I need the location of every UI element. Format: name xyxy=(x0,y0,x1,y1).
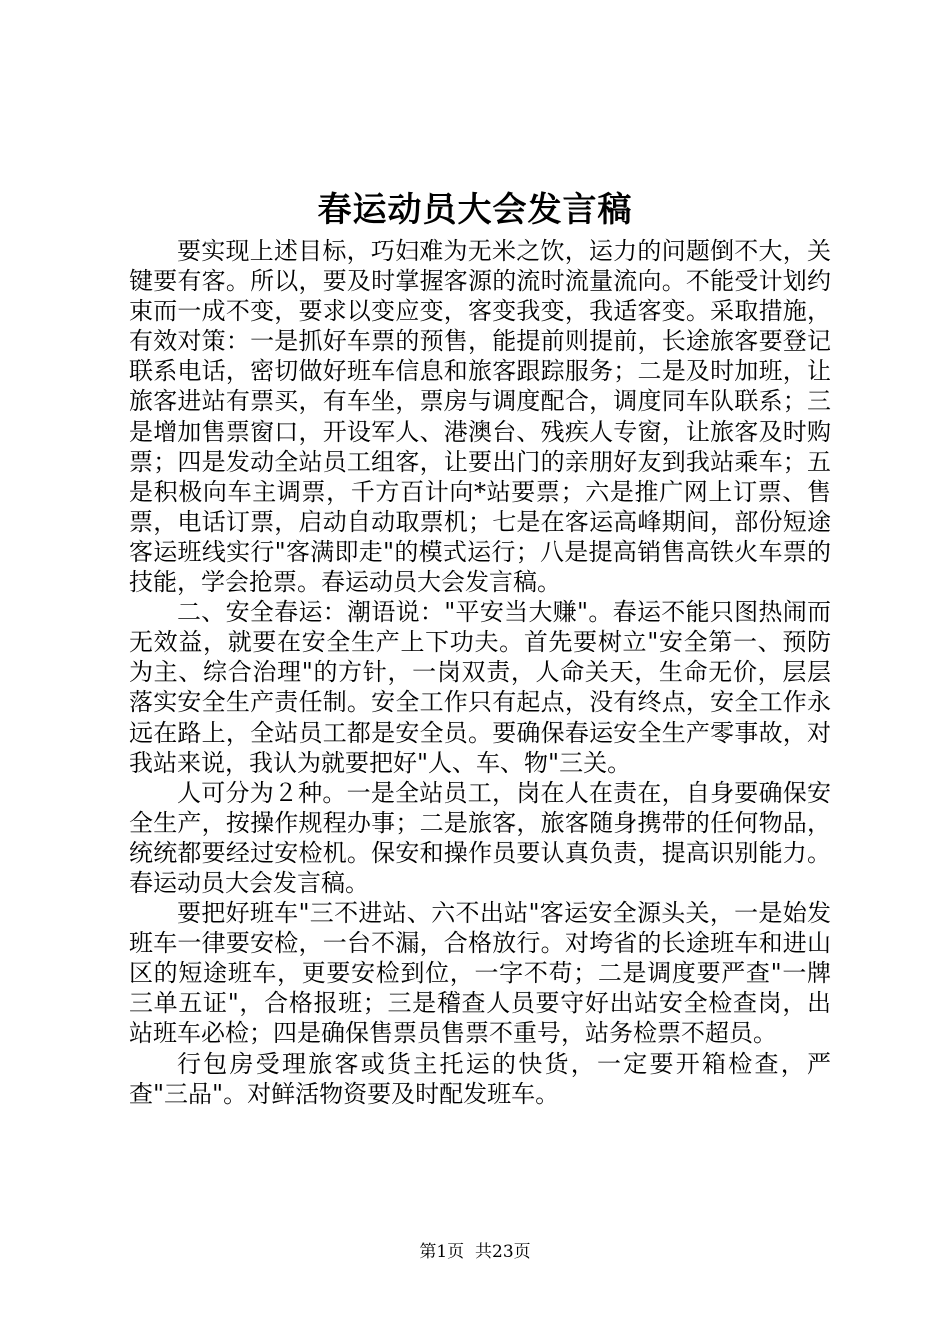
document-body xyxy=(129,236,831,1109)
paragraph-3: 人可分为２种。一是全站员工，岗在人在责在，自身要确保安全生产，按操作规程办事；二是旅客，旅客随身携带的任何物品，统统都要经过安检机。保安和操作员要认真负责，提高识别能力。春运动员大会发言稿。 xyxy=(129,778,831,897)
paragraph-4: 要把好班车"三不进站、六不出站"客运安全源头关，一是始发班车一律要安检，一台不漏，合格放行。对垮省的长途班车和进山区的短途班车，更要安检到位，一字不苟；二是调度要严查"一牌三单五证"，合格报班；三是稽查人员要守好出站安全检查岗，出站班车必检；四是确保售票员售票不重号，站务检票不超员。 xyxy=(129,899,831,1048)
page-footer xyxy=(0,1240,950,1264)
page-number: 第1页 xyxy=(419,1242,465,1262)
page-total: 共23页 xyxy=(475,1242,531,1262)
paragraph-1: 要实现上述目标，巧妇难为无米之饮，运力的问题倒不大，关键要有客。所以，要及时掌握客源的流时流量流向。不能受计划约束而一成不变，要求以变应变，客变我变，我适客变。采取措施，有效对策：一是抓好车票的预售，能提前则提前，长途旅客要登记联系电话，密切做好班车信息和旅客跟踪服务；二是及时加班，让旅客进站有票买，有车坐，票房与调度配合，调度同车队联系；三是增加售票窗口，开设军人、港澳台、残疾人专窗，让旅客及时购票；四是发动全站员工组客，让要出门的亲朋好友到我站乘车；五是积极向车主调票，千方百计向*站要票；六是推广网上订票、售票，电话订票，启动自动取票机；七是在客运高峰期间，部份短途客运班线实行"客满即走"的模式运行；八是提高销售高铁火车票的技能，学会抢票。春运动员大会发言稿。 xyxy=(129,237,831,597)
document-title: 春运动员大会发言稿 xyxy=(317,190,633,230)
paragraph-2: 二、安全春运：潮语说："平安当大赚"。春运不能只图热闹而无效益，就要在安全生产上下功夫。首先要树立"安全第一、预防为主、综合治理"的方针，一岗双责，人命关天，生命无价，层层落实安全生产责任制。安全工作只有起点，没有终点，安全工作永远在路上，全站员工都是安全员。要确保春运安全生产零事故，对我站来说，我认为就要把好"人、车、物"三关。 xyxy=(129,598,831,777)
paragraph-5: 行包房受理旅客或货主托运的快货，一定要开箱检查，严查"三品"。对鲜活物资要及时配发班车。 xyxy=(129,1049,831,1108)
